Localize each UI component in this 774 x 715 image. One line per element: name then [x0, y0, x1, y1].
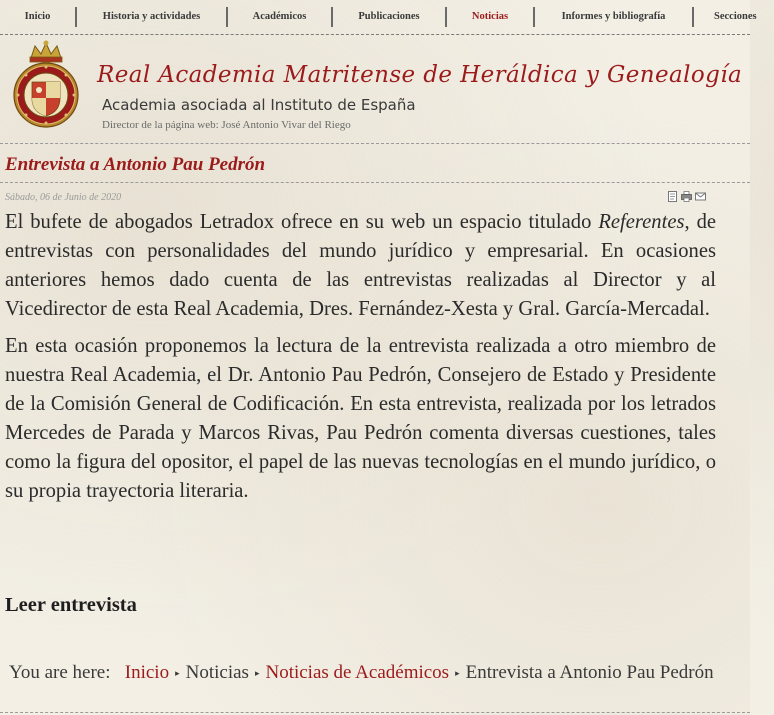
article-tools [667, 191, 706, 202]
nav-item-academicos[interactable]: Académicos [252, 10, 307, 22]
article-date: Sábado, 06 de Junio de 2020 [5, 192, 122, 203]
article-paragraph: En esta ocasión proponemos la lectura de la entrevista realizada a otro miembro de nuestra Real Academia, el Dr. Antonio Pau Pedrón, Consejero de Estado y Presidente de la Comisión General de Codificación. En esta entrevista, realizada por los letrados Mercedes de Parada y Marcos Rivas, Pau Pedrón comenta diversas cuestiones, tales como la figura del opositor, el papel de las nuevas tecnologías en el mundo jurídico, o su propia trayectoria literaria. [5, 335, 716, 502]
breadcrumb-arrow-icon: ▸ [254, 668, 260, 679]
print-icon[interactable] [681, 191, 692, 202]
article-title: Entrevista a Antonio Pau Pedrón [5, 154, 266, 175]
nav-item-secciones[interactable]: Secciones [714, 10, 757, 22]
pdf-icon[interactable] [667, 191, 678, 202]
header-divider [0, 143, 750, 144]
breadcrumb [9, 660, 729, 686]
site-director-credit: Director de la página web: José Antonio Vivar del Riego [102, 119, 351, 131]
read-interview-link[interactable]: Leer entrevista [5, 594, 137, 616]
site-subtitle: Academia asociada al Instituto de España [102, 96, 416, 114]
breadcrumb-item-noticias: Noticias [185, 662, 249, 683]
nav-item-informes[interactable]: Informes y bibliografía [561, 10, 666, 22]
footer-divider [0, 712, 750, 713]
article-body [5, 208, 716, 514]
breadcrumb-arrow-icon: ▸ [455, 668, 460, 679]
coat-of-arms-icon[interactable] [11, 40, 81, 132]
site-title[interactable]: Real Academia Matritense de Heráldica y Genealogía [97, 62, 743, 88]
breadcrumb-item-noticias-academicos[interactable]: Noticias de Académicos [265, 662, 450, 683]
email-icon[interactable] [695, 191, 706, 202]
nav-divider [0, 34, 750, 36]
breadcrumb-arrow-icon: ▸ [175, 668, 180, 679]
nav-item-publicaciones[interactable]: Publicaciones [358, 10, 420, 22]
article-paragraph: El bufete de abogados Letradox ofrece en su web un espacio titulado Referentes, de entrevistas con personalidades del mundo jurídico y empresarial. En ocasiones anteriores hemos dado cuenta de las entrevistas realizadas al Director y al Vicedirector de esta Real Academia, Dres. Fernández-Xesta y Gral. García-Mercadal. [5, 211, 717, 320]
breadcrumb-item-current: Entrevista a Antonio Pau Pedrón [465, 662, 714, 683]
main-nav [0, 0, 757, 34]
nav-item-inicio[interactable]: Inicio [24, 10, 51, 22]
nav-item-historia[interactable]: Historia y actividades [102, 10, 201, 22]
breadcrumb-prefix: You are here: [9, 662, 111, 683]
referentes-emphasis: Referentes [598, 211, 685, 233]
nav-item-noticias[interactable]: Noticias [471, 10, 509, 22]
title-divider [0, 182, 750, 183]
breadcrumb-item-inicio[interactable]: Inicio [124, 662, 170, 683]
